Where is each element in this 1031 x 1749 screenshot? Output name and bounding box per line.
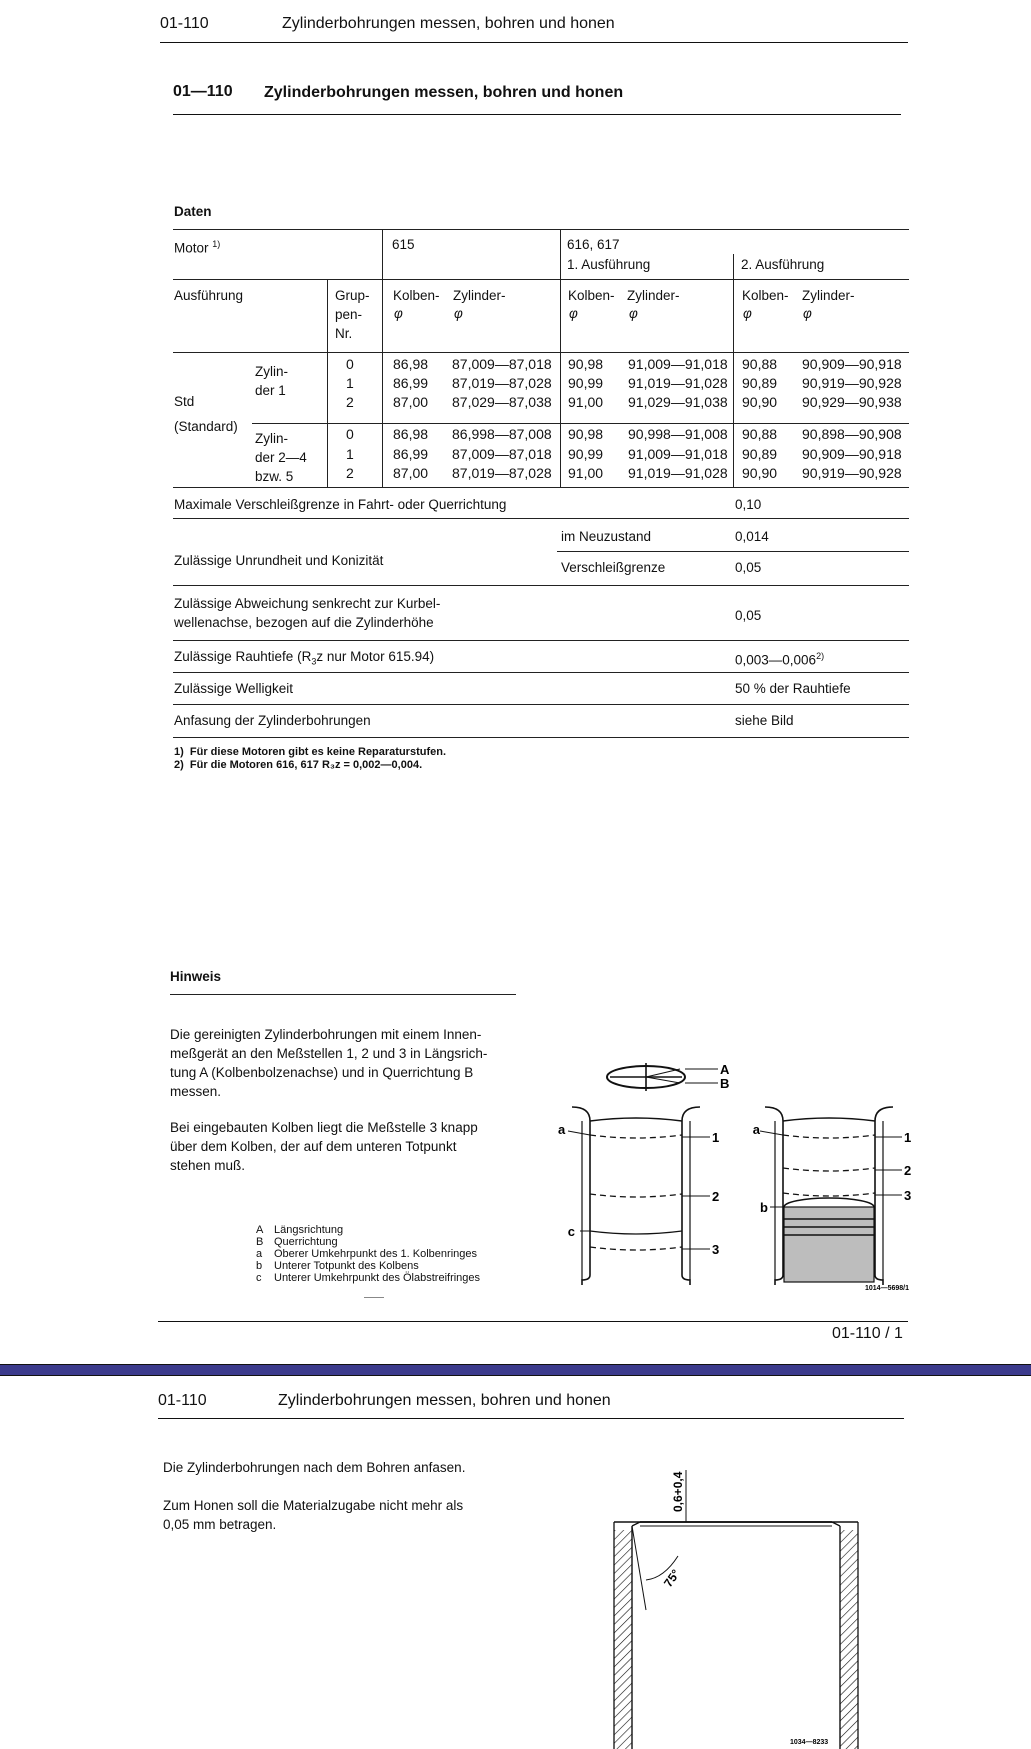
header-rule [160, 42, 908, 43]
phi-6: φ [803, 306, 812, 321]
running-header-number: 01-110 [160, 15, 209, 32]
fig-label-c: c [567, 1224, 575, 1239]
zylinder-616b-label: Zylinder- [802, 288, 855, 303]
phi-1: φ [394, 306, 403, 321]
fig-label-1-right: 1 [904, 1130, 912, 1145]
welligkeit-label: Zulässige Welligkeit [174, 681, 294, 696]
fig-label-1-left: 1 [712, 1130, 720, 1145]
legend-item: b Unterer Totpunkt des Kolbens [256, 1260, 419, 1272]
col-615: 615 [392, 237, 415, 252]
header-rule-2 [158, 1418, 904, 1419]
verschleissgrenze-value: 0,05 [735, 560, 762, 575]
welligkeit-value: 50 % der Rauhtiefe [735, 681, 851, 696]
section-title: Zylinderbohrungen messen, bohren und honen [264, 84, 624, 101]
running-header-title-2: Zylinderbohrungen messen, bohren und honen [278, 1392, 611, 1409]
table-bottom-rule [173, 737, 909, 738]
zyl1-label-1: Zylin- [255, 364, 288, 379]
anfasung-label: Anfasung der Zylinderbohrungen [174, 713, 371, 728]
abweichung-label-1: Zulässige Abweichung senkrecht zur Kurbel- [174, 596, 441, 611]
cylinder-measurement-figure [560, 1055, 940, 1300]
daten-label: Daten [174, 204, 212, 219]
chamfer-figure [600, 1460, 880, 1749]
kolben-615-label: Kolben- [393, 288, 440, 303]
hinweis-para-1: Die gereinigten Zylinderbohrungen mit einem Innen- meßgerät an den Meßstellen 1, 2 und 3 in Längsrich- tung A (Kolbenbolzenachse) und in Querrichtung B messen. [170, 1027, 488, 1099]
fig-label-3-right: 3 [904, 1188, 912, 1203]
verschleissgrenze-label: Verschleißgrenze [561, 560, 666, 575]
table-top-rule [173, 229, 909, 230]
running-header-title: Zylinderbohrungen messen, bohren und honen [282, 15, 615, 32]
col-616-ausfuehrung-2: 2. Ausführung [741, 257, 825, 272]
std-label: Std [174, 394, 195, 409]
heading-rule [173, 114, 901, 115]
running-header-number-2: 01-110 [158, 1392, 207, 1409]
footnote-1: 1) Für diese Motoren gibt es keine Reparaturstufen. [174, 746, 447, 758]
fig-code: 1014—5698/1 [865, 1285, 909, 1292]
fig-label-b: b [760, 1200, 768, 1215]
rauhtiefe-value: 0,003—0,006$^{2)}$ [735, 651, 825, 668]
phi-4: φ [629, 306, 638, 321]
motor-footnote-mark: 1) [212, 239, 221, 249]
ausfuehrung-label: Ausführung [174, 288, 244, 303]
gruppen-label-1: Grup- [335, 288, 370, 303]
phi-2: φ [454, 306, 463, 321]
kolben-616a-label: Kolben- [568, 288, 615, 303]
phi-5: φ [743, 306, 752, 321]
motor-label: Motor $^{1)}$ [174, 239, 221, 256]
max-verschleiss-value: 0,10 [735, 497, 762, 512]
anfasen-text: Die Zylinderbohrungen nach dem Bohren anfasen. [163, 1460, 466, 1475]
hinweis-para-2: Bei eingebauten Kolben liegt die Meßstelle 3 knapp über dem Kolben, der auf dem unteren Totpunkt stehen muß. [170, 1120, 478, 1173]
gruppen-label-2: pen- [335, 307, 363, 322]
honen-text: Zum Honen soll die Materialzugabe nicht mehr als 0,05 mm betragen. [163, 1498, 464, 1532]
abweichung-label-2: wellenachse, bezogen auf die Zylinderhöhe [174, 615, 434, 630]
fig-label-B: B [720, 1076, 730, 1091]
hinweis-rule [170, 994, 516, 995]
hinweis-title: Hinweis [170, 969, 222, 984]
zyl2-label-3: bzw. 5 [255, 469, 294, 484]
fig-label-2-right: 2 [904, 1163, 912, 1178]
fig-code-2: 1034—8233 [790, 1739, 829, 1746]
footer-rule [158, 1321, 908, 1322]
col-616-617: 616, 617 [567, 237, 620, 252]
kolben-616b-label: Kolben- [742, 288, 789, 303]
zylinder-615-label: Zylinder- [453, 288, 506, 303]
anfasung-value: siehe Bild [735, 713, 794, 728]
figure-legend [256, 1224, 480, 1284]
legend-item: a Oberer Umkehrpunkt des 1. Kolbenringes [256, 1248, 477, 1260]
neuzustand-label: im Neuzustand [561, 529, 652, 544]
legend-item: B Querrichtung [256, 1236, 338, 1248]
rauhtiefe-label: Zulässige Rauhtiefe ($R_3z$ nur Motor 615.94) [174, 649, 435, 667]
max-verschleiss-label: Maximale Verschleißgrenze in Fahrt- oder Querrichtung [174, 497, 507, 512]
page-separator [0, 1364, 1031, 1376]
dim-label: 0,6+0,4 [671, 1471, 685, 1512]
page-number: 01-110 / 1 [832, 1325, 903, 1342]
zyl1-label-2: der 1 [255, 383, 286, 398]
footnote-2: 2) Für die Motoren 616, 617 R₃z = 0,002—0,004. [174, 759, 423, 771]
legend-item: A Längsrichtung [256, 1224, 344, 1236]
zylinder-616a-label: Zylinder- [627, 288, 680, 303]
fig-label-a-left: a [558, 1122, 566, 1137]
fig-label-a-right: a [752, 1122, 760, 1137]
gruppen-label-3: Nr. [335, 326, 353, 341]
zyl2-label-2: der 2—4 [255, 450, 307, 465]
phi-3: φ [569, 306, 578, 321]
legend-item: c Unterer Umkehrpunkt des Ölabstreifringes [256, 1272, 481, 1284]
standard-label: (Standard) [174, 419, 238, 434]
unrundheit-label: Zulässige Unrundheit und Konizität [174, 553, 384, 568]
fig-label-A: A [720, 1062, 730, 1077]
fig-label-3-left: 3 [712, 1242, 720, 1257]
abweichung-value: 0,05 [735, 608, 762, 623]
col-616-ausfuehrung-1: 1. Ausführung [567, 257, 651, 272]
zyl2-label-1: Zylin- [255, 431, 288, 446]
angle-label: 75° [660, 1566, 683, 1590]
fig-label-2-left: 2 [712, 1189, 720, 1204]
neuzustand-value: 0,014 [735, 529, 769, 544]
section-number: 01—110 [173, 83, 233, 100]
